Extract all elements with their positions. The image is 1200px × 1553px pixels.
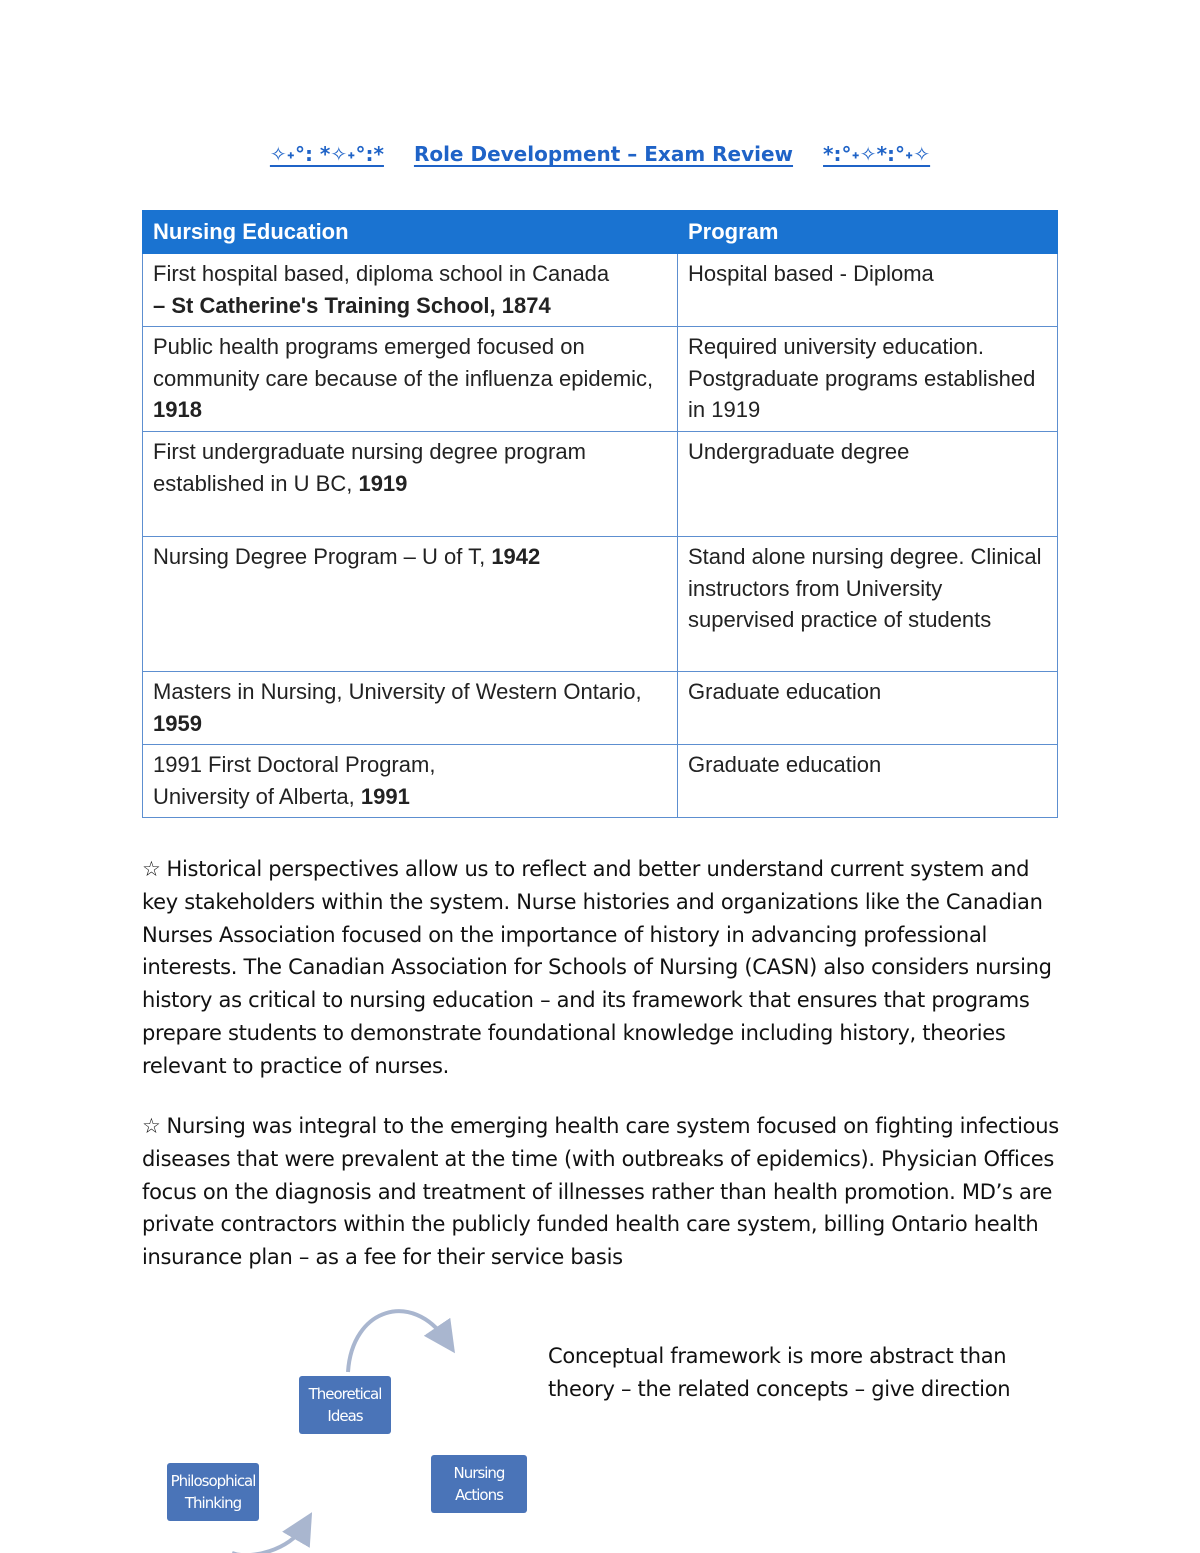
education-year: 1919 (358, 470, 408, 496)
education-cell (143, 254, 678, 327)
education-cell (143, 327, 678, 432)
paragraph-text: Nursing was integral to the emerging health care system focused on fighting infectious diseases that were prevalent at the time (with outbreaks of epidemics). Physician Offices focus on the diagnosis and treatment of illnesses rather than health promotion. MD’s are private contractors within the publicly funded health care system, billing Ontario health insurance plan – as a fee for their service basis (142, 1114, 1059, 1270)
table-row (143, 254, 1058, 327)
arrow-top-icon (348, 1311, 446, 1372)
education-year: 1942 (491, 544, 541, 569)
paragraph-health-system (142, 1110, 1062, 1274)
nursing-actions-box: Nursing Actions (431, 1455, 527, 1513)
star-icon: ☆ (142, 857, 161, 881)
table-row (143, 537, 1058, 672)
education-cell (143, 745, 678, 818)
program-cell: Undergraduate degree (678, 432, 1058, 537)
education-cell (143, 672, 678, 745)
program-cell: Hospital based - Diploma (678, 254, 1058, 327)
title-decor-left: ✧˖°: *✧˖°:* (269, 142, 384, 166)
conceptual-framework-diagram (140, 1290, 560, 1553)
column-header-program: Program (678, 211, 1058, 254)
column-header-education: Nursing Education (143, 211, 678, 254)
education-text-line2: University of Alberta, (153, 783, 355, 809)
page-title (0, 142, 1200, 166)
education-text: First hospital based, diploma school in Canada (153, 261, 610, 286)
nursing-education-table (142, 210, 1058, 818)
education-text: Masters in Nursing, University of Western Ontario, (153, 679, 642, 704)
education-text: First undergraduate nursing degree program established in U BC, (153, 439, 586, 496)
arrow-bottom-icon (232, 1526, 304, 1553)
program-cell: Graduate education (678, 745, 1058, 818)
table-row (143, 432, 1058, 537)
paragraph-text: Historical perspectives allow us to reflect and better understand current system and key stakeholders within the system. Nurse histories and organizations like the Canadian Nurses Association focused on the importance of history in advancing professional interests. The Canadian Association for Schools of Nursing (CASN) also considers nursing history as critical to nursing education – and its framework that ensures that programs prepare students to demonstrate foundational knowledge including history, theories relevant to practice of nurses. (142, 857, 1052, 1078)
framework-note: Conceptual framework is more abstract than theory – the related concepts – give direction (548, 1344, 1011, 1401)
paragraph-history (142, 853, 1062, 1083)
table-row (143, 327, 1058, 432)
education-text: Public health programs emerged focused on community care because of the influenza epidemic, (153, 334, 654, 391)
education-bold-text: – St Catherine's Training School, 1874 (153, 292, 551, 318)
program-cell: Stand alone nursing degree. Clinical instructors from University supervised practice of students (678, 537, 1058, 672)
philosophical-thinking-box: Philosophical Thinking (167, 1463, 259, 1521)
title-text: Role Development – Exam Review (413, 142, 794, 166)
table-row (143, 672, 1058, 745)
title-decor-right: *:°˖✧*:°˖✧ (823, 142, 931, 166)
education-year: 1918 (153, 397, 202, 422)
program-cell: Required university education. Postgraduate programs established in 1919 (678, 327, 1058, 432)
education-cell (143, 432, 678, 537)
program-cell: Graduate education (678, 672, 1058, 745)
education-text: Nursing Degree Program – U of T, (153, 544, 486, 569)
education-year: 1991 (360, 783, 410, 809)
star-icon: ☆ (142, 1114, 161, 1138)
education-cell (143, 537, 678, 672)
education-text-line1: 1991 First Doctoral Program, (153, 752, 436, 777)
table-row (143, 745, 1058, 818)
table-header-row (143, 211, 1058, 254)
education-year: 1959 (153, 710, 202, 736)
theoretical-ideas-box: Theoretical Ideas (299, 1376, 391, 1434)
